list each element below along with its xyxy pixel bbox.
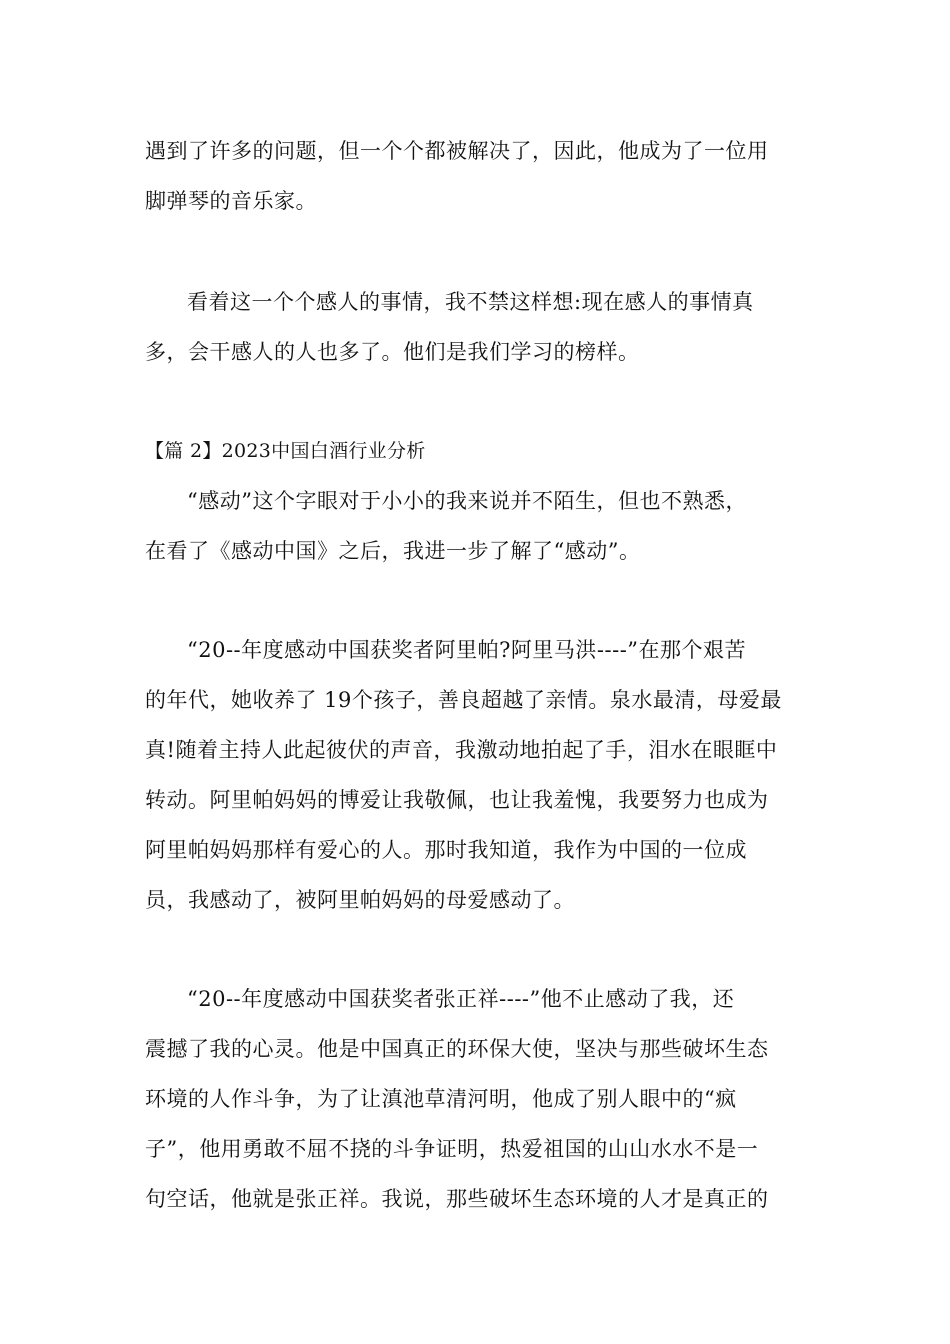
paragraph-2-line-1: 看着这一个个感人的事情，我不禁这样想:现在感人的事情真: [187, 290, 754, 314]
paragraph-4-line-6: 员，我感动了，被阿里帕妈妈的母爱感动了。: [145, 888, 575, 912]
paragraph-3-line-2: 在看了《感动中国》之后，我进一步了解了“感动”。: [145, 539, 641, 563]
paragraph-4-line-3: 真!随着主持人此起彼伏的声音，我激动地拍起了手，泪水在眼眶中: [145, 738, 778, 762]
paragraph-5-line-1: “20--年度感动中国获奖者张正祥----”他不止感动了我，还: [187, 987, 735, 1011]
paragraph-4-line-2: 的年代，她收养了 19个孩子，善良超越了亲情。泉水最清，母爱最: [145, 688, 782, 712]
paragraph-3-line-1: “感动”这个字眼对于小小的我来说并不陌生，但也不熟悉，: [187, 489, 747, 513]
paragraph-2-line-2: 多，会干感人的人也多了。他们是我们学习的榜样。: [145, 340, 640, 364]
paragraph-1-line-2: 脚弹琴的音乐家。: [145, 189, 317, 213]
paragraph-4-line-4: 转动。阿里帕妈妈的博爱让我敬佩，也让我羞愧，我要努力也成为: [145, 788, 769, 812]
paragraph-1-line-1: 遇到了许多的问题，但一个个都被解决了，因此，他成为了一位用: [145, 139, 769, 163]
paragraph-5-line-2: 震撼了我的心灵。他是中国真正的环保大使，坚决与那些破坏生态: [145, 1037, 769, 1061]
paragraph-5-line-3: 环境的人作斗争，为了让滇池草清河明，他成了别人眼中的“疯: [145, 1087, 737, 1111]
paragraph-4-line-5: 阿里帕妈妈那样有爱心的人。那时我知道，我作为中国的一位成: [145, 838, 747, 862]
paragraph-4-line-1: “20--年度感动中国获奖者阿里帕?阿里马洪----”在那个艰苦: [187, 638, 747, 662]
section-heading: 【篇 2】2023中国白酒行业分析: [145, 440, 426, 462]
paragraph-5-line-4: 子”，他用勇敢不屈不挠的斗争证明，热爱祖国的山山水水不是一: [145, 1137, 759, 1161]
paragraph-5-line-5: 句空话，他就是张正祥。我说，那些破坏生态环境的人才是真正的: [145, 1187, 769, 1211]
